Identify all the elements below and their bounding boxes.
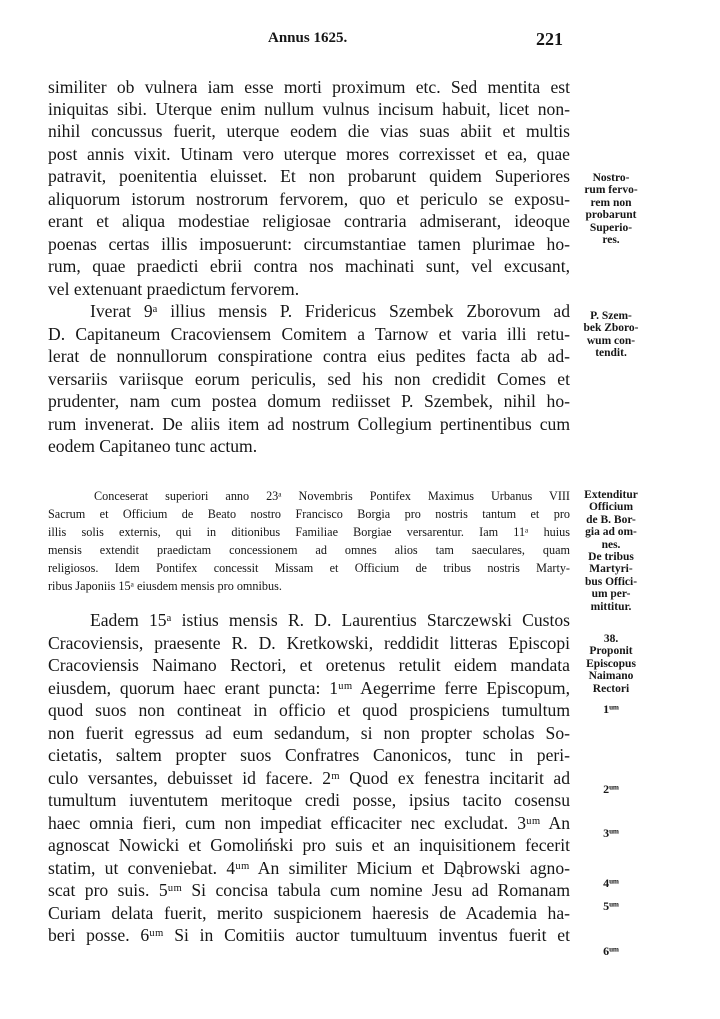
- body-line: rum invenerat. De aliis item ad nostrum Collegium pertinentibus cum: [48, 414, 570, 434]
- point-marker: 1ᵘᵐ: [603, 702, 619, 716]
- body-line: beri posse. 6ᵘᵐ Si in Comitiis auctor tumultuum inventus fuerit et: [48, 925, 570, 945]
- margin-note-szembek: P. Szem- bek Zboro- wum con- tendit.: [583, 310, 639, 360]
- body-line: patravit, poenitentia eluisset. Et non probarunt quidem Superiores: [48, 166, 570, 186]
- body-line: post annis vixit. Utinam vero uterque mores correxisset et ea, quae: [48, 144, 570, 164]
- margin-note-fervor: Nostro- rum fervo- rem non probarunt Superio- res.: [584, 172, 638, 247]
- point-marker: 4ᵘᵐ: [603, 876, 619, 890]
- point-marker: 3ᵘᵐ: [603, 826, 619, 840]
- body-line: eiusdem, quorum haec erant puncta: 1ᵘᵐ Aegerrime ferre Episcopum,: [48, 678, 570, 698]
- body-line: Curiam delata fuerit, merito suspicionem haeresis de Academia ha-: [48, 903, 570, 923]
- body-line: D. Capitaneum Cracoviensem Comitem a Tarnow et varia illi retu-: [48, 324, 570, 344]
- small-print-line: mensis extendit praedictam concessionem ad omnes alios tam saeculares, quam: [48, 543, 570, 557]
- small-print-line: religiosos. Idem Pontifex concessit Missam et Officium de tribus nostris Marty-: [48, 561, 570, 575]
- body-line: scat pro suis. 5ᵘᵐ Si concisa tabula cum nomine Jesu ad Romanam: [48, 880, 570, 900]
- body-line: lerat de nonnullorum conspiratione contra eius pedites facta ab ad-: [48, 346, 570, 366]
- point-marker: 6ᵘᵐ: [603, 944, 619, 958]
- body-line: vel extenuant praedictum fervorem.: [48, 279, 300, 299]
- body-line: iniquitas sibi. Uterque enim nullum vulnus incisum habuit, licet non-: [48, 99, 570, 119]
- body-line: aliquorum istorum nostrorum fervorem, quo et periculo se exposu-: [48, 189, 570, 209]
- point-marker: 5ᵘᵐ: [603, 899, 619, 913]
- point-marker: 2ᵘᵐ: [603, 782, 619, 796]
- body-line: Eadem 15ᵃ istius mensis R. D. Laurentius Starczewski Custos: [90, 610, 570, 630]
- running-title: Annus 1625.: [268, 30, 348, 46]
- margin-note-borgia: Extenditur Officium de B. Bor- gia ad om- nes. De tribus Martyri- bus Offici- um per- mittitur.: [584, 489, 638, 613]
- body-line: cietatis, saltem propter suos Confratres Canonicos, tunc in peri-: [48, 745, 570, 765]
- body-line: haec omnia fieri, cum non impediat efficaciter nec excludat. 3ᵘᵐ An: [48, 813, 570, 833]
- body-line: poenas certas illis imposuerunt: circumstantiae tamen plurimae ho-: [48, 234, 570, 254]
- body-line: prudenter, nam cum postea domum rediisset P. Szembek, nihil ho-: [48, 391, 570, 411]
- body-line: nihil concussus fuerit, uterque eodem die vias suas abiit et multis: [48, 121, 570, 141]
- body-line: Cracoviensis, praesente R. D. Kretkowski, reddidit litteras Episcopi: [48, 633, 570, 653]
- page-number: 221: [536, 29, 563, 49]
- body-line: rum, quae praedicti ebrii contra nos machinati sunt, vel excusant,: [48, 256, 570, 276]
- body-line: erant et aliqua modestiae religiosae contraria admiserant, ideoque: [48, 211, 570, 231]
- small-print-line: Sacrum et Officium de Beato nostro Francisco Borgia pro nostris tantum et pro: [48, 507, 570, 521]
- margin-note-episcopus: 38. Proponit Episcopus Naimano Rectori: [586, 633, 636, 695]
- body-line: Cracoviensis Naimano Rectori, et oretenus retulit eidem mandata: [48, 655, 570, 675]
- small-print-line: illis solis externis, qui in ditionibus Familiae Borgiae versarentur. Iam 11ᵃ huius: [48, 525, 570, 539]
- small-print-line: Conceserat superiori anno 23ᵃ Novembris Pontifex Maximus Urbanus VIII: [94, 489, 570, 503]
- body-line: similiter ob vulnera iam esse morti proximum etc. Sed mentita est: [48, 77, 570, 97]
- body-line: Iverat 9ᵃ illius mensis P. Fridericus Szembek Zborovum ad: [90, 301, 570, 321]
- body-line: tumultum iuventutem meritoque credi posse, ipsius tacito cosensu: [48, 790, 570, 810]
- body-line: culo versantes, debuisset id facere. 2ᵐ Quod ex fenestra incitarit ad: [48, 768, 570, 788]
- small-print-line: ribus Japoniis 15ᵃ eiusdem mensis pro omnibus.: [48, 579, 282, 593]
- body-line: non fuerit egressus ad eum sedandum, si non propter scholas So-: [48, 723, 570, 743]
- body-line: versariis variisque eorum periculis, sed his non credidit Comes et: [48, 369, 570, 389]
- body-line: statim, ut conveniebat. 4ᵘᵐ An similiter Micium et Dąbrowski agno-: [48, 858, 570, 878]
- body-line: quod suos non contineat in officio et quod prospiciens tumultum: [48, 700, 570, 720]
- body-line: agnoscat Nowicki et Gomoliński pro suis et an inquisitionem fecerit: [48, 835, 570, 855]
- body-line: eodem Capitaneo tunc actum.: [48, 436, 258, 456]
